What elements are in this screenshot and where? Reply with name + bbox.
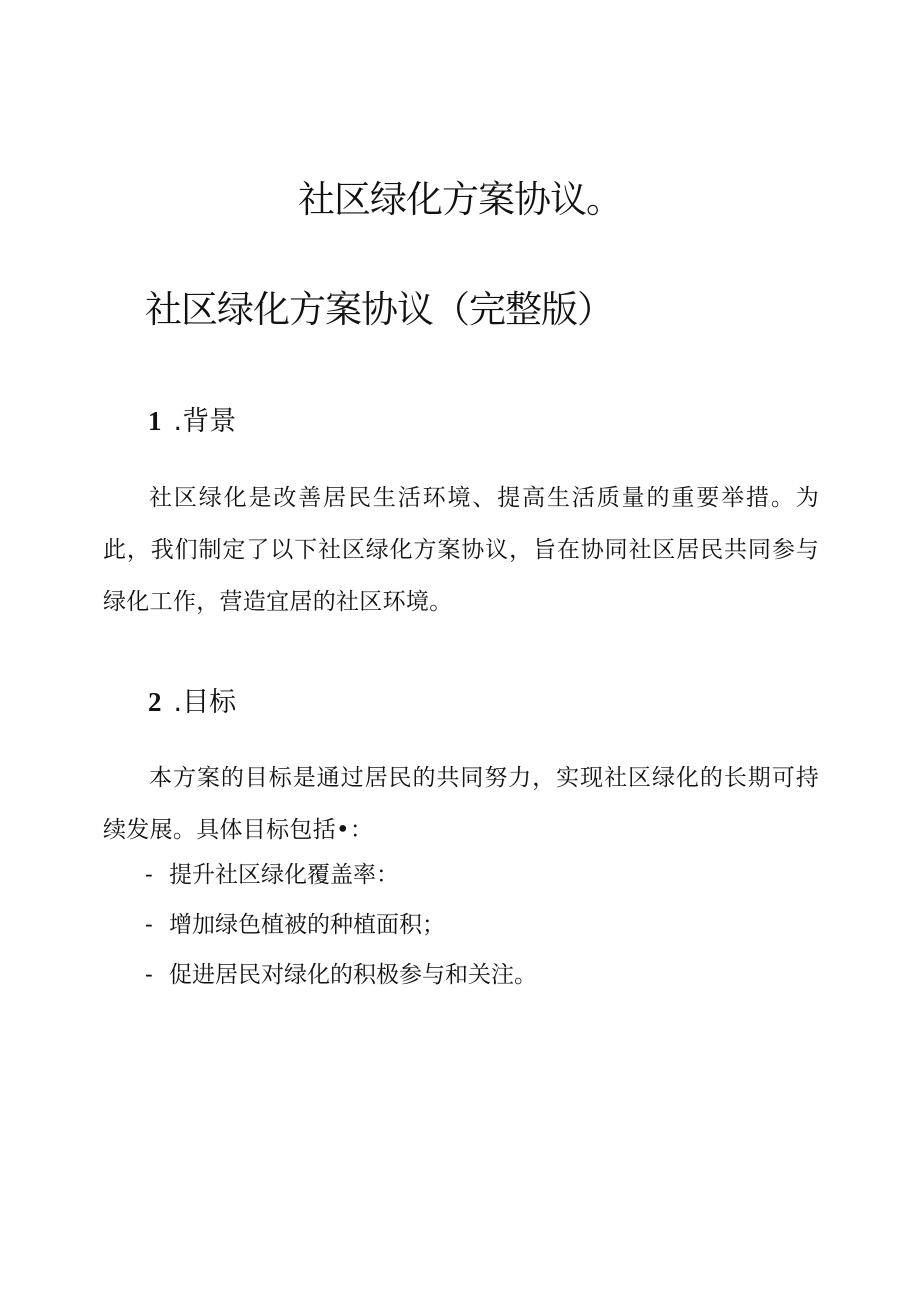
list-item bbox=[145, 950, 537, 1000]
section-paragraph-goals: 本方案的目标是通过居民的共同努力，实现社区绿化的长期可持续发展。具体目标包括•： bbox=[103, 765, 819, 843]
list-item-text: 提升社区绿化覆盖率： bbox=[169, 862, 399, 888]
list-item-text: 增加绿色植被的种植面积； bbox=[169, 912, 445, 938]
document-subtitle: 社区绿化方案协议（完整版） bbox=[145, 288, 613, 331]
section-heading-goals bbox=[148, 682, 236, 723]
section-heading-background bbox=[148, 401, 236, 442]
bullet-dash: - bbox=[145, 912, 153, 938]
bullet-dash: - bbox=[145, 962, 153, 988]
list-item-text: 促进居民对绿化的积极参与和关注。 bbox=[169, 962, 537, 988]
list-item bbox=[145, 900, 537, 950]
section-number: 2 bbox=[148, 687, 162, 717]
list-item bbox=[145, 850, 537, 900]
bullet-dash: - bbox=[145, 862, 153, 888]
document-title: 社区绿化方案协议。 bbox=[298, 178, 622, 221]
section-title: .目标 bbox=[173, 687, 237, 718]
goals-list bbox=[145, 850, 537, 1000]
section-paragraph-background: 社区绿化是改善居民生活环境、提高生活质量的重要举措。为此，我们制定了以下社区绿化方案协议，旨在协同社区居民共同参与绿化工作，营造宜居的社区环境。 bbox=[103, 485, 819, 615]
section-title: .背景 bbox=[173, 406, 237, 437]
section-number: 1 bbox=[148, 406, 162, 436]
